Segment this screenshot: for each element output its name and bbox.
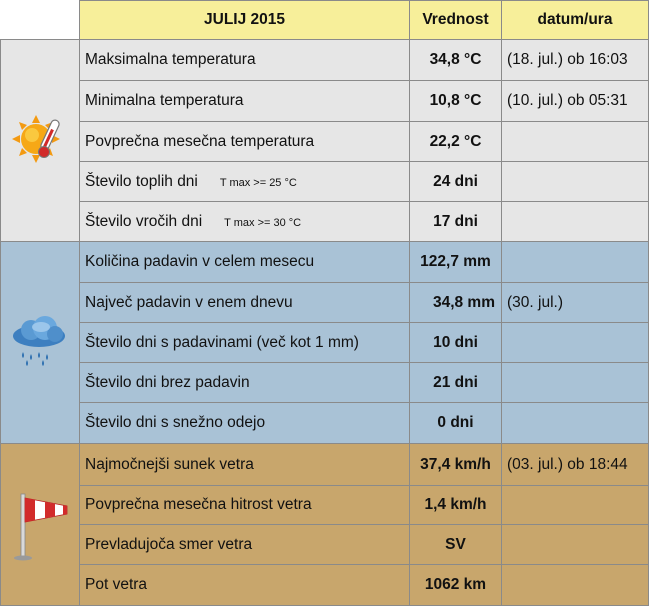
sun-thermometer-icon — [10, 111, 70, 171]
row-value: 17 dni — [410, 202, 502, 242]
row-value: 22,2 °C — [410, 122, 502, 162]
row-label: Prevladujoča smer vetra — [80, 525, 410, 565]
row-value: 34,8 °C — [410, 40, 502, 81]
row-label: Število toplih dni T max >= 25 °C — [80, 162, 410, 202]
header-blank-cell — [1, 1, 80, 40]
temperature-section — [1, 40, 649, 242]
row-value: 21 dni — [410, 363, 502, 403]
row-label: Število dni s snežno odejo — [80, 403, 410, 444]
row-label: Maksimalna temperatura — [80, 40, 410, 81]
row-date — [502, 565, 649, 606]
row-label: Povprečna mesečna hitrost vetra — [80, 486, 410, 525]
row-value: 1,4 km/h — [410, 486, 502, 525]
table-row — [1, 444, 649, 486]
row-value: SV — [410, 525, 502, 565]
row-date: (10. jul.) ob 05:31 — [502, 81, 649, 122]
table-row — [1, 283, 649, 323]
row-date — [502, 323, 649, 363]
row-date — [502, 403, 649, 444]
table-row — [1, 40, 649, 81]
row-value: 10 dni — [410, 323, 502, 363]
table-row — [1, 323, 649, 363]
row-date — [502, 122, 649, 162]
row-date — [502, 525, 649, 565]
table-row — [1, 122, 649, 162]
month-header: JULIJ 2015 — [80, 1, 410, 40]
rain-cloud-icon — [9, 316, 71, 370]
table-row — [1, 403, 649, 444]
row-value: 10,8 °C — [410, 81, 502, 122]
row-date — [502, 486, 649, 525]
row-note: T max >= 25 °C — [219, 176, 297, 189]
header-row — [1, 1, 649, 40]
row-label: Pot vetra — [80, 565, 410, 606]
row-date: (03. jul.) ob 18:44 — [502, 444, 649, 486]
table-row — [1, 242, 649, 283]
table-row — [1, 525, 649, 565]
wind-icon-cell — [1, 444, 80, 606]
row-label: Najmočnejši sunek vetra — [80, 444, 410, 486]
row-value: 0 dni — [410, 403, 502, 444]
table-row — [1, 202, 649, 242]
temperature-icon-cell — [1, 40, 80, 242]
row-label: Število dni s padavinami (več kot 1 mm) — [80, 323, 410, 363]
row-value: 34,8 mm — [410, 283, 502, 323]
row-value: 1062 km — [410, 565, 502, 606]
row-value: 37,4 km/h — [410, 444, 502, 486]
date-column-header: datum/ura — [502, 1, 649, 40]
row-value: 122,7 mm — [410, 242, 502, 283]
wind-section — [1, 444, 649, 606]
row-date: (18. jul.) ob 16:03 — [502, 40, 649, 81]
row-date: (30. jul.) — [502, 283, 649, 323]
table-row — [1, 565, 649, 606]
row-date — [502, 162, 649, 202]
row-date — [502, 242, 649, 283]
row-date — [502, 363, 649, 403]
value-column-header: Vrednost — [410, 1, 502, 40]
row-label: Povprečna mesečna temperatura — [80, 122, 410, 162]
table-row — [1, 363, 649, 403]
table-row — [1, 486, 649, 525]
row-label: Število dni brez padavin — [80, 363, 410, 403]
precipitation-section — [1, 242, 649, 444]
table-row — [1, 162, 649, 202]
row-label: Količina padavin v celem mesecu — [80, 242, 410, 283]
row-label: Minimalna temperatura — [80, 81, 410, 122]
row-label: Število vročih dni T max >= 30 °C — [80, 202, 410, 242]
row-note: T max >= 30 °C — [224, 216, 302, 229]
row-date — [502, 202, 649, 242]
table-row — [1, 81, 649, 122]
row-value: 24 dni — [410, 162, 502, 202]
row-label: Največ padavin v enem dnevu — [80, 283, 410, 323]
windsock-icon — [9, 488, 71, 562]
precipitation-icon-cell — [1, 242, 80, 444]
